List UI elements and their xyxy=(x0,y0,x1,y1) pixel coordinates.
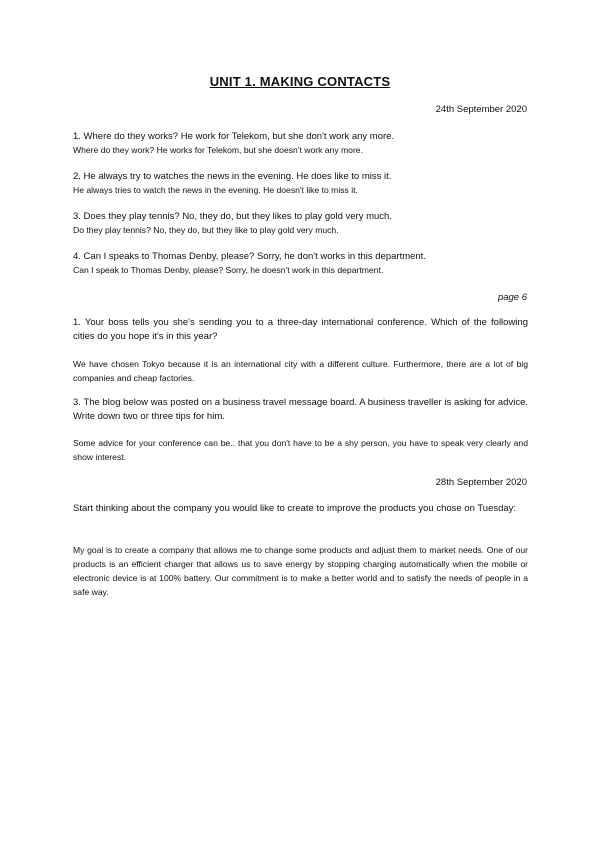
date-second: 28th September 2020 xyxy=(435,477,527,488)
exercise-3 xyxy=(73,210,528,237)
task-1-question: 1. Your boss tells you she's sending you to a three-day international conference. Which of the following cities do you hope it's in this year? xyxy=(73,317,528,342)
exercise-answer: Can I speak to Thomas Denby, please? Sorry, he doesn't work in this department. xyxy=(73,265,384,275)
exercise-1 xyxy=(73,130,528,157)
exercise-answer: Where do they work? He works for Telekom, but she doesn't work any more. xyxy=(73,145,363,155)
exercise-question: 1. Where do they works? He work for Telekom, but she don't work any more. xyxy=(73,131,395,142)
task-3-question: 3. The blog below was posted on a business travel message board. A business traveller is asking for advice. Write down two or three tips for him. xyxy=(73,397,528,422)
exercise-4 xyxy=(73,250,528,277)
page-title: UNIT 1. MAKING CONTACTS xyxy=(209,74,391,89)
company-task-answer: My goal is to create a company that allows me to change some products and adjust them to market needs. One of our products is an efficient charger that allows us to save energy by stopping charging automatically when the mobile or electronic device is at 100% battery. Our commitment is to make a better world and to satisfy the needs of people in a safe way. xyxy=(73,545,528,597)
exercise-2 xyxy=(73,170,528,197)
exercise-question: 3. Does they play tennis? No, they do, but they likes to play gold very much. xyxy=(73,211,392,222)
exercise-answer: He always tries to watch the news in the evening. He doesn't like to miss it. xyxy=(73,185,358,195)
exercise-question: 4. Can I speaks to Thomas Denby, please? Sorry, he don't works in this department. xyxy=(73,251,426,262)
task-3-answer: Some advice for your conference can be.. that you don't have to be a shy person, you have to speak very clearly and show interest. xyxy=(73,438,528,462)
exercise-question: 2. He always try to watches the news in the evening. He does like to miss it. xyxy=(73,171,392,182)
page-reference: page 6 xyxy=(497,292,527,303)
company-task-question: Start thinking about the company you would like to create to improve the products you chose on Tuesday: xyxy=(73,503,517,514)
exercise-answer: Do they play tennis? No, they do, but they like to play gold very much. xyxy=(73,225,339,235)
date-first: 24th September 2020 xyxy=(435,104,527,115)
task-1-answer: We have chosen Tokyo because it is an international city with a different culture. Furthermore, there are a lot of big companies and cheap factories. xyxy=(73,359,528,383)
